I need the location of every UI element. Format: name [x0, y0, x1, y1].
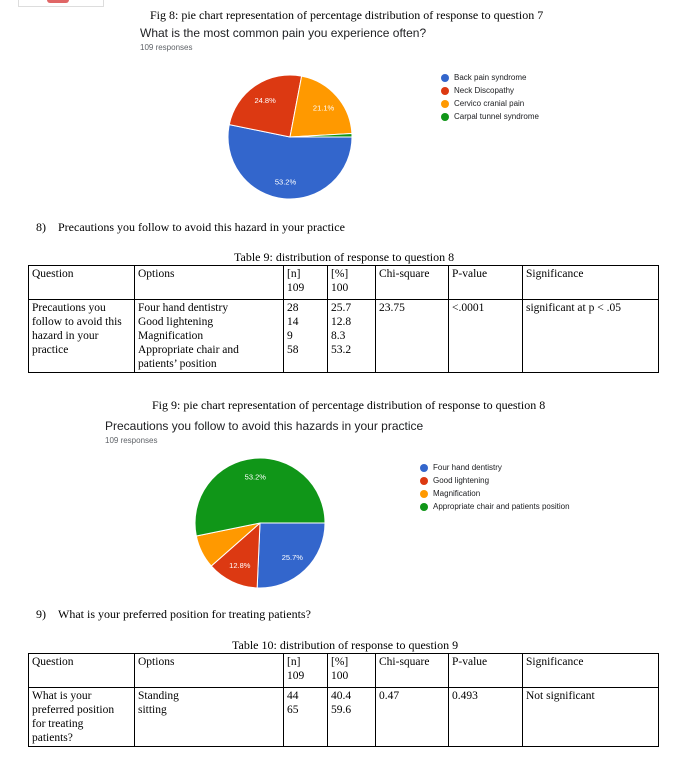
pie2-legend-label-0: Four hand dentistry [433, 463, 502, 472]
pie1-legend-swatch-0 [441, 74, 449, 82]
table9-header-question: Question [29, 266, 135, 300]
pie2-legend-item-1 [420, 474, 570, 487]
pie1-value-label-1: 24.8% [254, 95, 276, 105]
fig8-legend [441, 71, 539, 123]
pie1-legend-label-0: Back pain syndrome [454, 73, 527, 82]
pie1-value-label-2: 21.1% [312, 103, 335, 113]
table9-header-p: P-value [449, 266, 523, 300]
pie2-legend-swatch-0 [420, 464, 428, 472]
table9-pct-cell: 25.7 12.8 8.3 53.2 [328, 300, 376, 373]
pie1-legend-swatch-1 [441, 87, 449, 95]
table9-header-n: [n] 109 [284, 266, 328, 300]
fig9-pie-chart [185, 456, 335, 596]
table9-header-options: Options [135, 266, 284, 300]
pie2-legend-swatch-1 [420, 477, 428, 485]
fig9-question-title: Precautions you follow to avoid this hazards in your practice [105, 419, 424, 433]
fig9-caption: Fig 9: pie chart representation of percentage distribution of response to question 8 [152, 398, 546, 412]
table10-header-n: [n] 109 [284, 654, 328, 688]
table10-caption: Table 10: distribution of response to question 9 [232, 638, 459, 652]
section-8-heading: 8) Precautions you follow to avoid this hazard in your practice [36, 220, 345, 234]
table10-header-pct: [%] 100 [328, 654, 376, 688]
pie2-legend-label-3: Appropriate chair and patients position [433, 502, 570, 511]
table10-pct-cell: 40.4 59.6 [328, 688, 376, 747]
pie1-legend-swatch-2 [441, 100, 449, 108]
table10-row [29, 688, 659, 747]
table10-sig-cell: Not significant [523, 688, 659, 747]
pie1-legend-item-2 [441, 97, 539, 110]
pie2-legend-label-2: Magnification [433, 489, 481, 498]
fig9-response-count: 109 responses [105, 436, 158, 445]
pie1-legend-item-0 [441, 71, 539, 84]
table10-options-cell: Standing sitting [135, 688, 284, 747]
section-9-heading: 9) What is your preferred position for treating patients? [36, 607, 311, 621]
table9-caption: Table 9: distribution of response to question 8 [234, 250, 455, 264]
table9-header-row [29, 266, 659, 300]
pie2-value-label-1: 12.8% [229, 561, 251, 571]
pie1-legend-item-1 [441, 84, 539, 97]
table10-header-chi: Chi-square [376, 654, 449, 688]
table10-p-cell: 0.493 [449, 688, 523, 747]
table9-sig-cell: significant at p < .05 [523, 300, 659, 373]
pie2-legend-item-3 [420, 500, 570, 513]
pie2-value-label-0: 25.7% [281, 552, 303, 562]
pie2-legend-label-1: Good lightening [433, 476, 490, 485]
pie2-legend-swatch-2 [420, 490, 428, 498]
table9-p-cell: <.0001 [449, 300, 523, 373]
pie2-legend-swatch-3 [420, 503, 428, 511]
table9 [28, 265, 659, 373]
table10 [28, 653, 659, 747]
table9-options-cell: Four hand dentistry Good lightening Magnification Appropriate chair and patients’ position [135, 300, 284, 373]
table9-header-chi: Chi-square [376, 266, 449, 300]
table10-header-question: Question [29, 654, 135, 688]
table10-chi-cell: 0.47 [376, 688, 449, 747]
fig9-legend [420, 461, 570, 513]
pie1-legend-item-3 [441, 110, 539, 123]
table9-question-cell: Precautions you follow to avoid this hazard in your practice [29, 300, 135, 373]
pie2-legend-item-2 [420, 487, 570, 500]
pie1-legend-swatch-3 [441, 113, 449, 121]
table9-row [29, 300, 659, 373]
pie2-legend-item-0 [420, 461, 570, 474]
pie1-legend-label-1: Neck Discopathy [454, 86, 515, 95]
table10-question-cell: What is your preferred position for treating patients? [29, 688, 135, 747]
page-top-fragment [18, 0, 104, 7]
fig8-pie-chart [215, 62, 365, 212]
fig8-caption: Fig 8: pie chart representation of percentage distribution of response to question 7 [150, 8, 544, 22]
fig8-response-count: 109 responses [140, 43, 193, 52]
pie2-value-label-3: 53.2% [244, 472, 266, 482]
table9-chi-cell: 23.75 [376, 300, 449, 373]
pie1-legend-label-3: Carpal tunnel syndrome [454, 112, 539, 121]
table10-header-p: P-value [449, 654, 523, 688]
table9-header-sig: Significance [523, 266, 659, 300]
table9-header-pct: [%] 100 [328, 266, 376, 300]
pie1-value-label-0: 53.2% [274, 177, 297, 187]
table10-header-row [29, 654, 659, 688]
table9-n-cell: 28 14 9 58 [284, 300, 328, 373]
table10-header-options: Options [135, 654, 284, 688]
pie1-legend-label-2: Cervico cranial pain [454, 99, 525, 108]
fig8-question-title: What is the most common pain you experience often? [140, 26, 427, 40]
table10-header-sig: Significance [523, 654, 659, 688]
table10-n-cell: 44 65 [284, 688, 328, 747]
